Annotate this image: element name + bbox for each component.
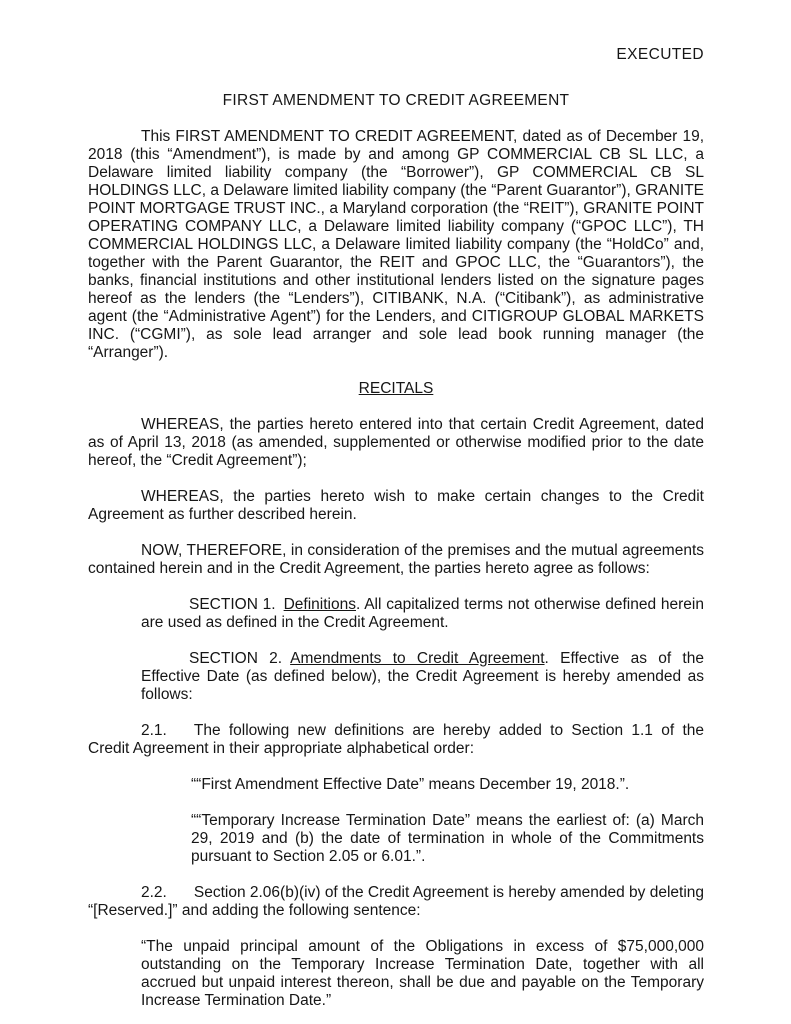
definition-quote-temporary-increase-termination-date: ““Temporary Increase Termination Date” means the earliest of: (a) March 29, 2019 and (b) the date of termination in whole of the Commitments pursuant to Section 2.05 or 6.01.”. (191, 812, 704, 865)
amendment-2-1-number: 2.1. (141, 722, 167, 739)
definition-quote-first-amendment-effective-date: ““First Amendment Effective Date” means December 19, 2018.”. (191, 776, 630, 793)
section-1-heading: Definitions (283, 596, 356, 613)
section-2-body: . Effective as of the Effective Date (as defined below), the Credit Agreement is hereby amended as follows: (141, 650, 704, 703)
intro-paragraph: This FIRST AMENDMENT TO CREDIT AGREEMENT, dated as of December 19, 2018 (this “Amendment”), is made by and among GP COMMERCIAL CB SL LLC, a Delaware limited liability company (the “Borrower”), GP COMMERCIAL CB SL HOLDINGS LLC, a Delaware limited liability company (the “Parent Guarantor”), GRANITE POINT MORTGAGE TRUST INC., a Maryland corporation (the “REIT”), GRANITE POINT OPERATING COMPANY LLC, a Delaware limited liability company (“GPOC LLC”), TH COMMERCIAL HOLDINGS LLC, a Delaware limited liability company (the “HoldCo” and, together with the Parent Guarantor, the REIT and GPOC LLC, the “Guarantors”), the banks, financial institutions and other institutional lenders listed on the signature pages hereof as the lenders (the “Lenders”), CITIBANK, N.A. (“Citibank”), as administrative agent (the “Administrative Agent”) for the Lenders, and CITIGROUP GLOBAL MARKETS INC. (“CGMI”), as sole lead arranger and sole lead book running manager (the “Arranger”). (88, 128, 704, 361)
section-1-label: SECTION 1. (189, 596, 276, 613)
section-1-paragraph (141, 596, 704, 632)
executed-stamp: EXECUTED (616, 46, 704, 63)
amendment-2-2-paragraph (88, 884, 704, 920)
amendment-2-1-paragraph (88, 722, 704, 758)
amendment-2-2-text: Section 2.06(b)(iv) of the Credit Agreement is hereby amended by deleting “[Reserved.]” and adding the following sentence: (88, 884, 704, 919)
document-title: FIRST AMENDMENT TO CREDIT AGREEMENT (222, 92, 570, 109)
recitals-heading-text: RECITALS (358, 380, 434, 397)
obligations-sentence-quote: “The unpaid principal amount of the Obligations in excess of $75,000,000 outstanding on the Temporary Increase Termination Date, together with all accrued but unpaid interest thereon, shall be due and payable on the Temporary Increase Termination Date.” (141, 938, 704, 1009)
section-1-body: . All capitalized terms not otherwise defined herein are used as defined in the Credit Agreement. (141, 596, 704, 631)
whereas-recital-1: WHEREAS, the parties hereto entered into that certain Credit Agreement, dated as of April 13, 2018 (as amended, supplemented or otherwise modified prior to the date hereof, the “Credit Agreement”); (88, 416, 704, 469)
section-2-heading: Amendments to Credit Agreement (290, 650, 545, 667)
section-2-label: SECTION 2. (189, 650, 283, 667)
amendment-2-2-number: 2.2. (141, 884, 167, 901)
whereas-recital-2: WHEREAS, the parties hereto wish to make certain changes to the Credit Agreement as further described herein. (88, 488, 704, 523)
amendment-2-1-text: The following new definitions are hereby added to Section 1.1 of the Credit Agreement in their appropriate alphabetical order: (88, 722, 704, 757)
section-2-paragraph (141, 650, 704, 704)
now-therefore-paragraph: NOW, THEREFORE, in consideration of the premises and the mutual agreements contained herein and in the Credit Agreement, the parties hereto agree as follows: (88, 542, 704, 577)
recitals-heading (88, 380, 704, 398)
